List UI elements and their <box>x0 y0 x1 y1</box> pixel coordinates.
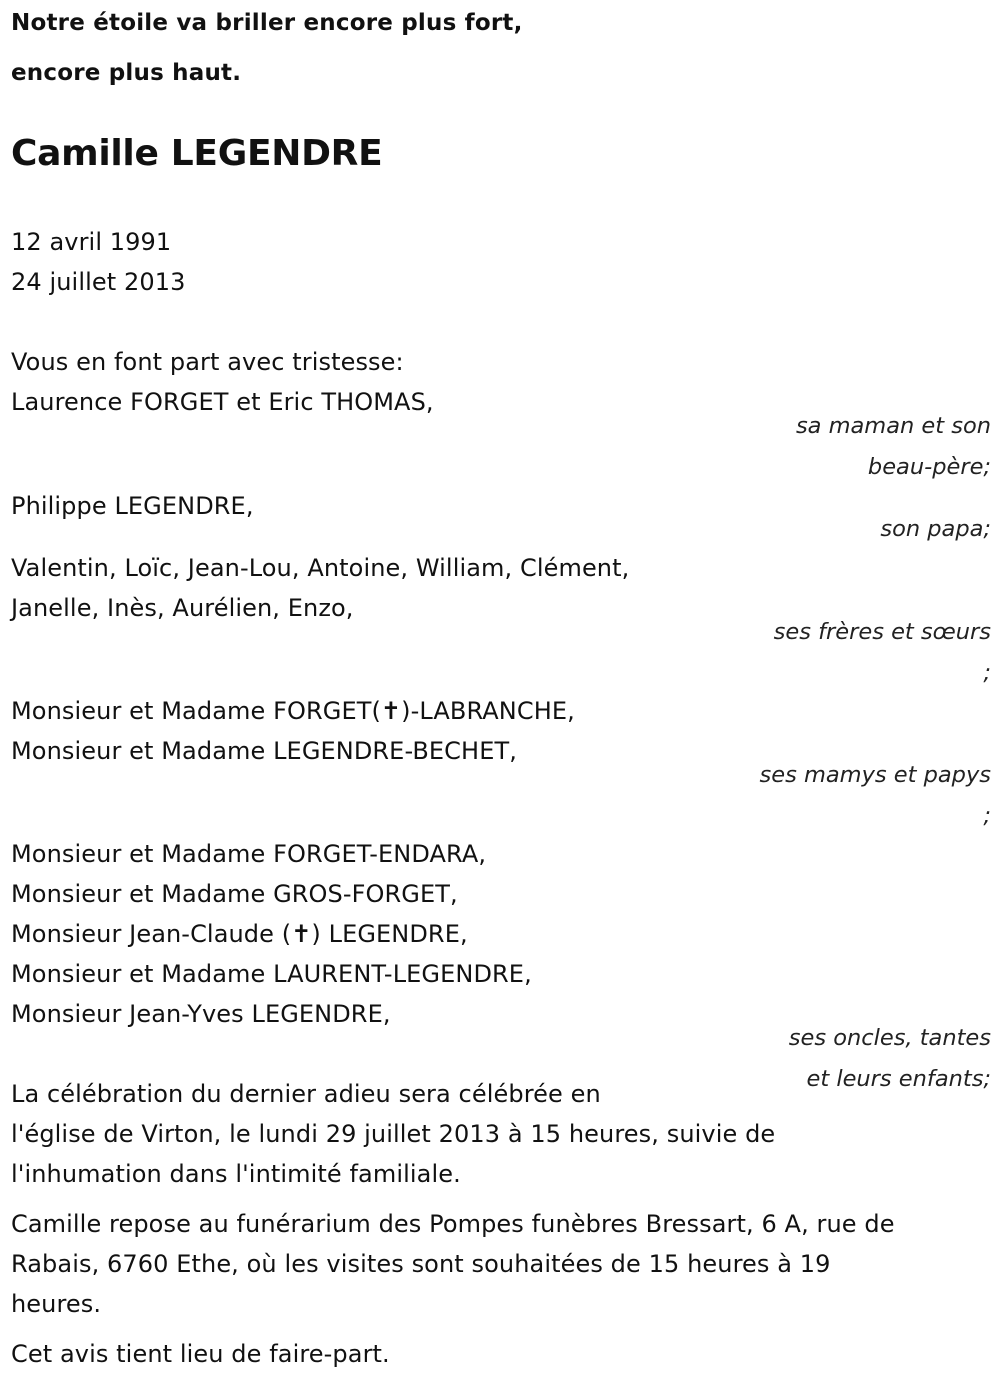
mother-relation-line-1: sa maman et son <box>795 413 991 439</box>
quote-line-1: Notre étoile va briller encore plus fort, <box>11 10 523 36</box>
siblings-relation-line-1: ses frères et sœurs <box>773 619 991 645</box>
birth-date: 12 avril 1991 <box>11 228 172 256</box>
siblings-relation <box>774 612 991 694</box>
deceased-name: Camille LEGENDRE <box>11 133 383 174</box>
death-date: 24 juillet 2013 <box>11 268 186 296</box>
grandparents-relation <box>760 755 991 837</box>
grandparents-line-1: Monsieur et Madame FORGET(✝)-LABRANCHE, <box>11 697 575 725</box>
uncles-line-5: Monsieur Jean-Yves LEGENDRE, <box>11 1000 391 1028</box>
closing-note: Cet avis tient lieu de faire-part. <box>11 1340 390 1368</box>
uncles-line-4: Monsieur et Madame LAURENT-LEGENDRE, <box>11 960 532 988</box>
visitation-line-1: Camille repose au funérarium des Pompes funèbres Bressart, 6 A, rue de <box>11 1210 895 1238</box>
uncles-line-1: Monsieur et Madame FORGET-ENDARA, <box>11 840 487 868</box>
grandparents-relation-line-2: ; <box>983 803 991 829</box>
mother-relation <box>796 406 991 488</box>
mother-line: Laurence FORGET et Eric THOMAS, <box>11 388 434 416</box>
father-relation: son papa; <box>880 516 991 542</box>
siblings-line-2: Janelle, Inès, Aurélien, Enzo, <box>11 594 354 622</box>
announcement-intro: Vous en font part avec tristesse: <box>11 348 404 376</box>
uncles-line-3: Monsieur Jean-Claude (✝) LEGENDRE, <box>11 920 468 948</box>
grandparents-relation-line-1: ses mamys et papys <box>759 762 991 788</box>
siblings-relation-line-2: ; <box>983 660 991 686</box>
uncles-line-2: Monsieur et Madame GROS-FORGET, <box>11 880 458 908</box>
uncles-relation-line-2: et leurs enfants; <box>806 1066 991 1092</box>
mother-relation-line-2: beau-père; <box>867 454 991 480</box>
siblings-line-1: Valentin, Loïc, Jean-Lou, Antoine, William, Clément, <box>11 554 630 582</box>
ceremony-line-1: La célébration du dernier adieu sera célébrée en <box>11 1080 601 1108</box>
uncles-relation <box>789 1018 991 1100</box>
ceremony-line-2: l'église de Virton, le lundi 29 juillet 2013 à 15 heures, suivie de <box>11 1120 776 1148</box>
ceremony-line-3: l'inhumation dans l'intimité familiale. <box>11 1160 461 1188</box>
visitation-line-2: Rabais, 6760 Ethe, où les visites sont souhaitées de 15 heures à 19 <box>11 1250 831 1278</box>
visitation-line-3: heures. <box>11 1290 102 1318</box>
father-line: Philippe LEGENDRE, <box>11 492 254 520</box>
quote-line-2: encore plus haut. <box>11 60 242 86</box>
uncles-relation-line-1: ses oncles, tantes <box>788 1025 991 1051</box>
grandparents-line-2: Monsieur et Madame LEGENDRE-BECHET, <box>11 737 517 765</box>
